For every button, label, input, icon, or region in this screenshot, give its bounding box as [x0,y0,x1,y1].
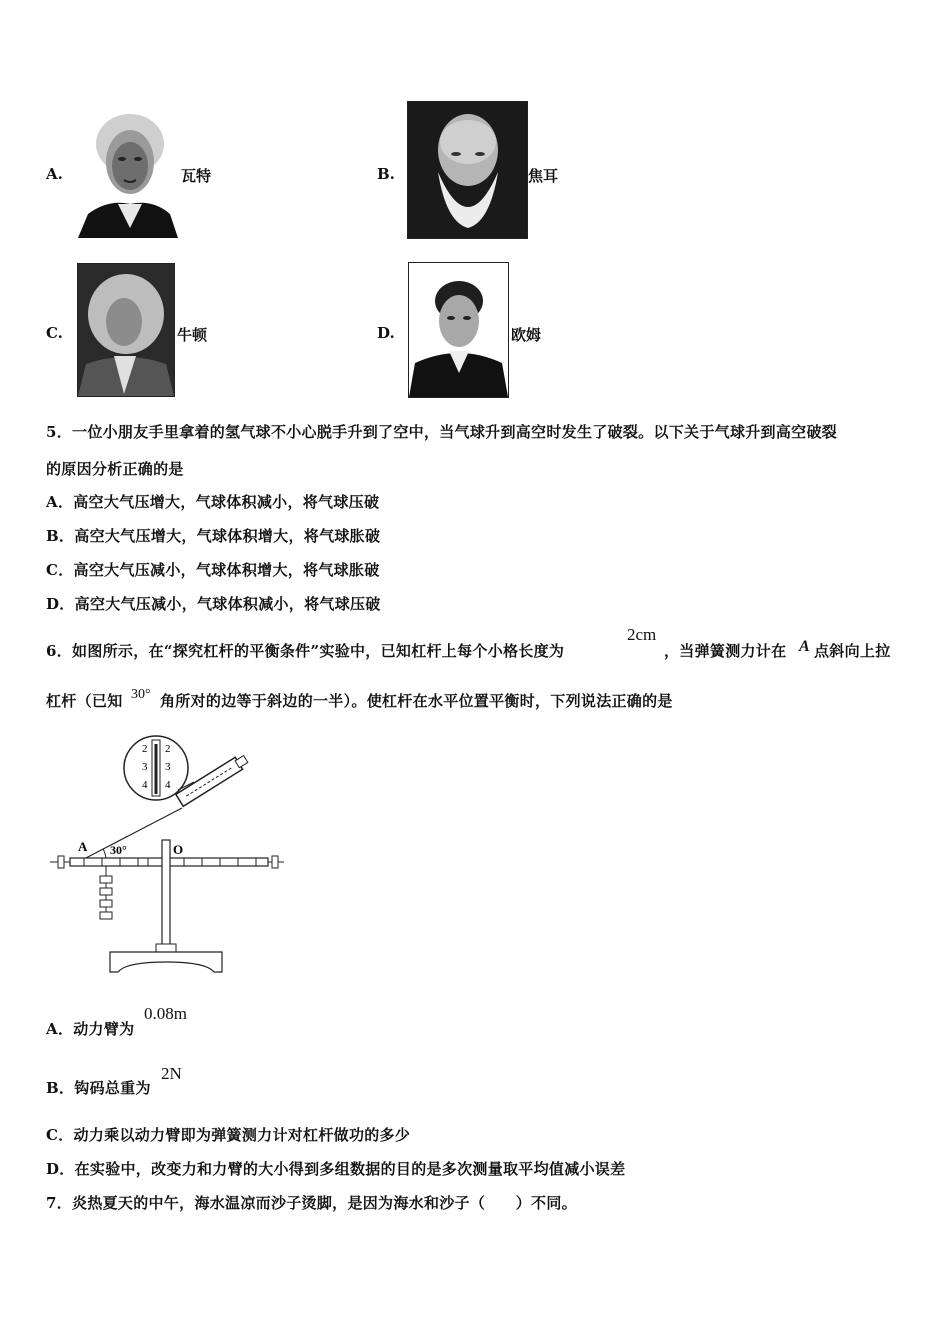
option-a-name: 瓦特 [181,167,212,185]
q6-stem-part2: ，当弹簧测力计在 [664,642,787,660]
scale-right-2: 2 [165,743,171,755]
q5-option-d: D．高空大气压减小，气球体积减小，将气球压破 [46,595,381,613]
option-b-letter: B. [377,165,395,183]
q7-stem: 7．炎热夏天的中午，海水温凉而沙子烫脚，是因为海水和沙子（ ）不同。 [46,1194,577,1212]
scale-left-3: 3 [142,761,148,773]
q6-option-c: C．动力乘以动力臂即为弹簧测力计对杠杆做功的多少 [46,1126,411,1144]
weight-3 [100,900,112,907]
q6-option-d: D．在实验中，改变力和力臂的大小得到多组数据的目的是多次测量取平均值减小误差 [46,1160,626,1178]
stand-post [162,840,170,946]
q5-option-a: A．高空大气压增大，气球体积减小，将气球压破 [46,493,380,511]
scale-right-3: 3 [165,761,171,773]
q6-option-a-value: 0.08m [144,1004,187,1023]
weight-4 [100,912,112,919]
option-d-letter: D. [377,324,395,342]
q6-stem-part1: 6．如图所示，在“探究杠杆的平衡条件”实验中，已知杠杆上每个小格长度为 [46,642,565,660]
portrait-ohm [408,262,509,398]
weight-1 [100,876,112,883]
q6-line2-part2: 角所对的边等于斜边的一半）。使杠杆在水平位置平衡时，下列说法正确的是 [160,692,673,710]
portrait-newton [77,263,175,397]
q6-line2-part1: 杠杆（已知 [46,692,123,710]
option-a-letter: A. [46,165,63,183]
q5-stem-line1: 5．一位小朋友手里拿着的氢气球不小心脱手升到了空中，当气球升到高空时发生了破裂。以下关于气球升到高空破裂 [46,423,838,441]
q5-option-b: B．高空大气压增大，气球体积增大，将气球胀破 [46,527,381,545]
option-d-name: 欧姆 [511,326,542,344]
q6-option-a: A．动力臂为 [46,1020,135,1038]
q5-option-c: C．高空大气压减小，气球体积增大，将气球胀破 [46,561,380,579]
stand-base [110,952,222,972]
scale-right-4: 4 [165,779,171,791]
weight-2 [100,888,112,895]
lever-figure [44,730,294,980]
portrait-watt [78,104,178,238]
q6-option-b-value: 2N [161,1064,182,1083]
option-c-letter: C. [46,324,63,342]
q6-stem-part3: 点斜向上拉 [814,642,891,660]
scale-left-4: 4 [142,779,148,791]
q6-angle-value: 30° [131,687,151,702]
portrait-joule [407,101,528,239]
q5-stem-line2: 的原因分析正确的是 [46,460,184,478]
q6-option-b: B．钩码总重为 [46,1079,151,1097]
q6-point-a: A [799,638,810,655]
q6-length-value: 2cm [627,625,657,644]
scale-left-2: 2 [142,743,148,755]
option-b-name: 焦耳 [528,167,559,185]
option-c-name: 牛顿 [177,326,208,344]
label-o: O [173,842,184,857]
label-a: A [78,839,88,854]
angle-label: 30° [110,843,127,857]
